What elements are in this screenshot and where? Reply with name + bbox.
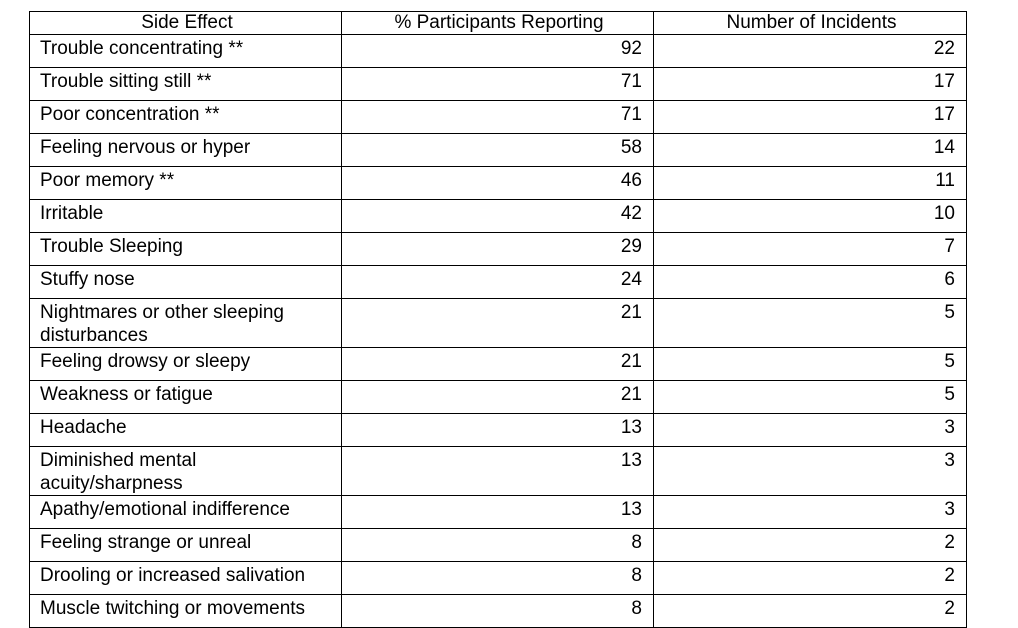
table-row [30,496,967,529]
incidents-cell: 3 [654,414,967,447]
side-effect-cell: Apathy/emotional indifference [30,496,342,529]
percent-cell: 58 [342,134,654,167]
percent-cell: 13 [342,414,654,447]
side-effect-cell: Stuffy nose [30,266,342,299]
side-effect-cell: Nightmares or other sleeping disturbances [30,299,342,348]
table-row [30,134,967,167]
incidents-cell: 3 [654,496,967,529]
header-percent-participants: % Participants Reporting [342,12,654,35]
table-row [30,167,967,200]
incidents-cell: 5 [654,299,967,348]
incidents-cell: 2 [654,595,967,628]
incidents-cell: 3 [654,447,967,496]
side-effect-cell: Trouble Sleeping [30,233,342,266]
percent-cell: 24 [342,266,654,299]
side-effect-cell: Trouble sitting still ** [30,68,342,101]
percent-cell: 71 [342,68,654,101]
table-row [30,562,967,595]
incidents-cell: 10 [654,200,967,233]
side-effect-cell: Diminished mental acuity/sharpness [30,447,342,496]
incidents-cell: 5 [654,348,967,381]
percent-cell: 92 [342,35,654,68]
table-row [30,101,967,134]
incidents-cell: 17 [654,68,967,101]
side-effect-cell: Irritable [30,200,342,233]
incidents-cell: 7 [654,233,967,266]
side-effect-cell: Poor memory ** [30,167,342,200]
percent-cell: 13 [342,496,654,529]
table-row [30,414,967,447]
incidents-cell: 11 [654,167,967,200]
table-row [30,266,967,299]
side-effect-cell: Headache [30,414,342,447]
percent-cell: 8 [342,562,654,595]
percent-cell: 21 [342,299,654,348]
side-effect-cell: Feeling nervous or hyper [30,134,342,167]
incidents-cell: 6 [654,266,967,299]
table-row [30,35,967,68]
percent-cell: 46 [342,167,654,200]
table-row [30,348,967,381]
table-row [30,529,967,562]
incidents-cell: 17 [654,101,967,134]
side-effect-cell: Feeling drowsy or sleepy [30,348,342,381]
percent-cell: 71 [342,101,654,134]
incidents-cell: 2 [654,562,967,595]
incidents-cell: 5 [654,381,967,414]
percent-cell: 8 [342,529,654,562]
table-row [30,595,967,628]
side-effect-cell: Poor concentration ** [30,101,342,134]
percent-cell: 42 [342,200,654,233]
table-row [30,381,967,414]
table-row [30,233,967,266]
side-effects-table [29,11,967,628]
side-effects-table-container [29,11,967,628]
table-row [30,68,967,101]
incidents-cell: 22 [654,35,967,68]
header-number-of-incidents: Number of Incidents [654,12,967,35]
table-header-row [30,12,967,35]
header-side-effect: Side Effect [30,12,342,35]
percent-cell: 29 [342,233,654,266]
side-effect-cell: Muscle twitching or movements [30,595,342,628]
percent-cell: 8 [342,595,654,628]
incidents-cell: 2 [654,529,967,562]
side-effect-cell: Weakness or fatigue [30,381,342,414]
side-effect-cell: Feeling strange or unreal [30,529,342,562]
table-row [30,200,967,233]
side-effect-cell: Drooling or increased salivation [30,562,342,595]
incidents-cell: 14 [654,134,967,167]
percent-cell: 21 [342,348,654,381]
table-row [30,299,967,348]
table-row [30,447,967,496]
percent-cell: 21 [342,381,654,414]
percent-cell: 13 [342,447,654,496]
side-effect-cell: Trouble concentrating ** [30,35,342,68]
